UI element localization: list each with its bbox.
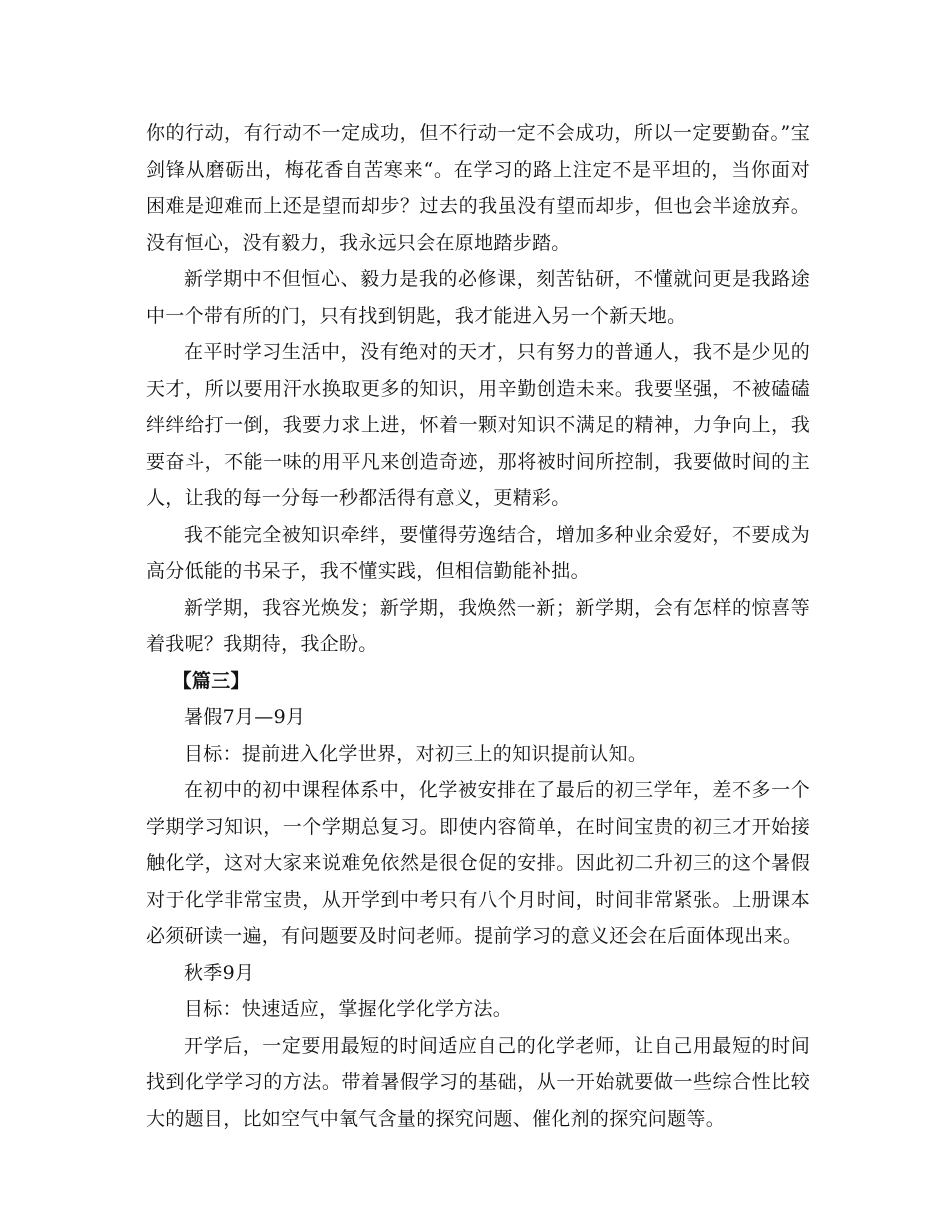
paragraph: 新学期中不但恒心、毅力是我的必修课，刻苦钻研，不懂就问更是我路途中一个带有所的门，只有找到钥匙，我才能进入另一个新天地。 — [146, 268, 810, 327]
section-period: 暑假7月—9月 — [184, 706, 306, 728]
paragraph: 你的行动，有行动不一定成功，但不行动一定不会成功，所以一定要勤奋。”宝剑锋从磨砺出，梅花香自苦寒来“。在学习的路上注定不是平坦的，当你面对困难是迎难而上还是望而却步？过去的我虽没有望而却步，但也会半途放弃。没有恒心，没有毅力，我永远只会在原地踏步踏。 — [146, 122, 810, 254]
section-goal: 目标：提前进入化学世界，对初三上的知识提前认知。 — [184, 742, 648, 765]
section-heading: 【篇三】 — [172, 669, 250, 692]
paragraph: 新学期，我容光焕发；新学期，我焕然一新；新学期，会有怎样的惊喜等着我呢？我期待，我企盼。 — [146, 596, 810, 655]
section-goal: 目标：快速适应，掌握化学化学方法。 — [184, 998, 513, 1020]
section-period: 秋季9月 — [184, 961, 255, 984]
paragraph: 我不能完全被知识牵绊，要懂得劳逸结合，增加多种业余爱好，不要成为高分低能的书呆子，我不懂实践，但相信勤能补拙。 — [146, 523, 810, 582]
paragraph: 在平时学习生活中，没有绝对的天才，只有努力的普通人，我不是少见的天才，所以要用汗水换取更多的知识，用辛勤创造未来。我要坚强，不被磕磕绊绊给打一倒，我要力求上进，怀着一颗对知识不满足的精神，力争向上，我要奋斗，不能一味的用平凡来创造奇迹，那将被时间所控制，我要做时间的主人，让我的每一分每一秒都活得有意义，更精彩。 — [146, 341, 810, 509]
document-body — [146, 115, 810, 1137]
paragraph: 开学后，一定要用最短的时间适应自己的化学老师，让自己用最短的时间找到化学学习的方法。带着暑假学习的基础，从一开始就要做一些综合性比较大的题目，比如空气中氧气含量的探究问题、催化剂的探究问题等。 — [146, 1034, 810, 1130]
paragraph: 在初中的初中课程体系中，化学被安排在了最后的初三学年，差不多一个学期学习知识，一个学期总复习。即使内容简单，在时间宝贵的初三才开始接触化学，这对大家来说难免依然是很仓促的安排。因此初二升初三的这个暑假对于化学非常宝贵，从开学到中考只有八个月时间，时间非常紧张。上册课本必须研读一遍，有问题要及时问老师。提前学习的意义还会在后面体现出来。 — [146, 779, 810, 947]
